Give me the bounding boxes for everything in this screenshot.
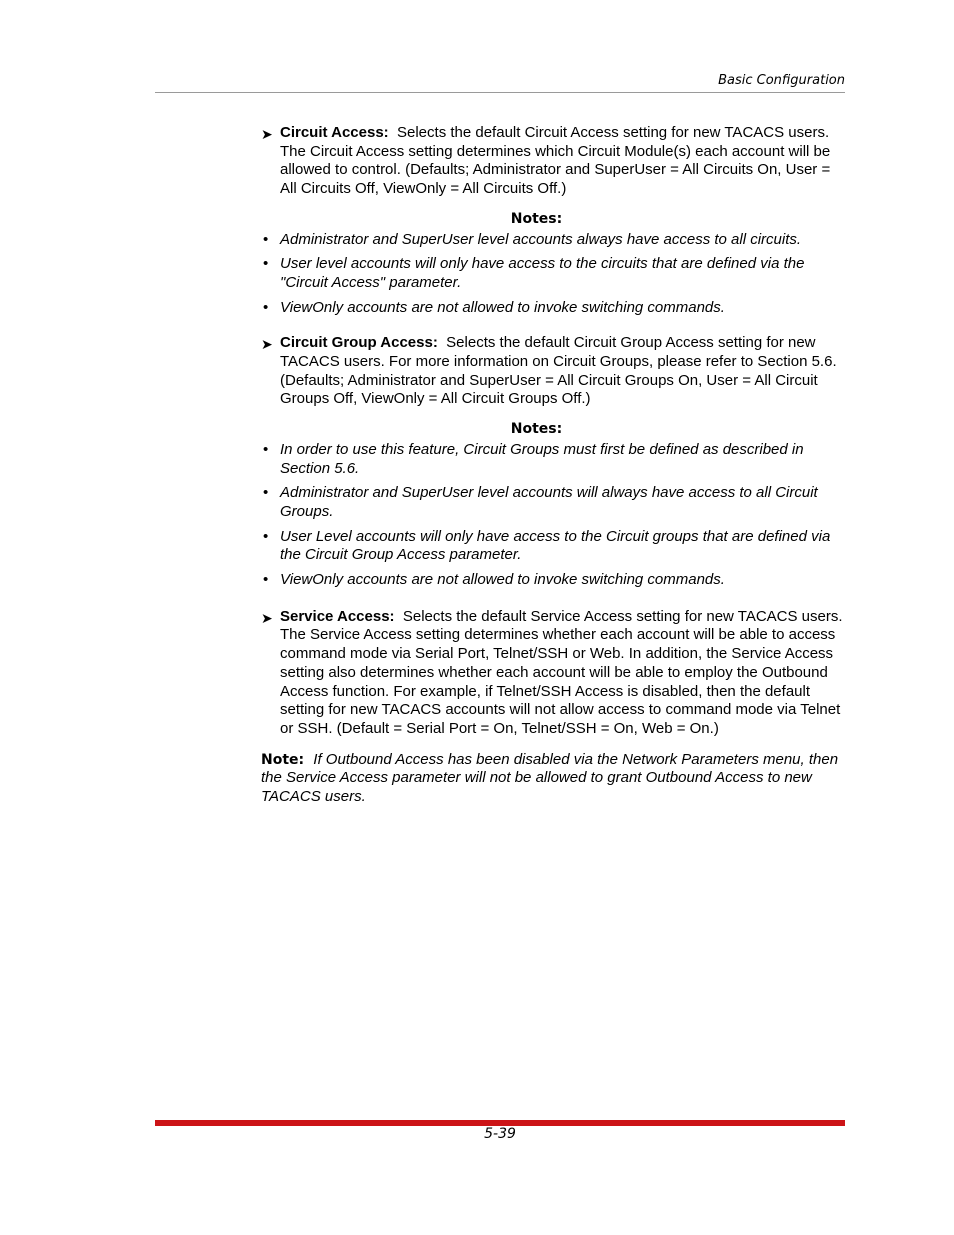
page-header — [155, 73, 845, 93]
note-text: In order to use this feature, Circuit Groups must first be defined as described in Section 5.6. — [280, 440, 804, 477]
note-text: Administrator and SuperUser level accounts will always have access to all Circuit Groups. — [280, 484, 818, 520]
note-item — [261, 255, 846, 292]
section-service-access — [261, 608, 846, 739]
note-item — [261, 484, 846, 521]
bullet-icon: • — [263, 484, 269, 502]
notes-heading: Notes: — [510, 421, 563, 438]
note-item — [261, 528, 846, 565]
note-text: User level accounts will only have access to the circuits that are defined via the "Circuit Access" parameter. — [280, 255, 805, 291]
note-item — [261, 441, 846, 478]
parameter-circuit-group-access — [261, 334, 846, 409]
note-item — [261, 231, 846, 250]
note-text: ViewOnly accounts are not allowed to invoke switching commands. — [280, 571, 725, 589]
note-text: User Level accounts will only have access to the Circuit groups that are defined via the Circuit Group Access parameter. — [280, 527, 831, 564]
page-content — [261, 124, 846, 807]
parameter-label: Service Access: — [280, 607, 395, 625]
note-text: If Outbound Access has been disabled via the Network Parameters menu, then the Service Access parameter will not be allowed to grant Outbound Access to new TACACS users. — [261, 750, 839, 806]
parameter-label: Circuit Access: — [280, 124, 389, 141]
section-circuit-group-access — [261, 334, 846, 589]
note-item — [261, 299, 846, 318]
notes-heading: Notes: — [510, 210, 563, 227]
header-rule — [155, 92, 845, 93]
note-text: Administrator and SuperUser level accounts always have access to all circuits. — [280, 230, 802, 248]
bullet-icon: • — [263, 440, 269, 458]
parameter-description: Selects the default Service Access setting for new TACACS users. The Service Access setting determines whether each account will be able to access command mode via Serial Port, Telnet/SSH or Web. In addition, the Service Access setting also determines whether each account will be able to employ the Outbound Access function. For example, if Telnet/SSH Access is disabled, then the default setting for new TACACS accounts will not allow access to command mode via Telnet or SSH. (Default = Serial Port = On, Telnet/SSH = On, Web = On.) — [280, 607, 843, 737]
page-number: 5-39 — [484, 1126, 516, 1142]
header-title: Basic Configuration — [718, 73, 845, 88]
bullet-icon: • — [263, 298, 269, 316]
final-note — [261, 751, 846, 807]
note-item — [261, 571, 846, 590]
bullet-icon: • — [263, 255, 269, 273]
parameter-circuit-access — [261, 124, 846, 199]
bullet-icon: • — [263, 230, 269, 248]
parameter-label: Circuit Group Access: — [280, 334, 438, 352]
bullet-icon: • — [263, 571, 269, 589]
parameter-service-access — [261, 608, 846, 739]
note-text: ViewOnly accounts are not allowed to invoke switching commands. — [280, 298, 725, 316]
arrow-bullet-icon: ➤ — [261, 126, 273, 142]
note-label: Note: — [261, 751, 305, 768]
bullet-icon: • — [263, 527, 269, 545]
section-circuit-access — [261, 124, 846, 317]
parameter-description: Selects the default Circuit Group Access setting for new TACACS users. For more information on Circuit Groups, please refer to Section 5.6. (Defaults; Administrator and SuperUser = All Circuit Groups On, User = All Circuit Groups Off, ViewOnly = All Circuit Groups Off.) — [280, 334, 837, 408]
arrow-bullet-icon: ➤ — [261, 336, 273, 353]
arrow-bullet-icon: ➤ — [261, 609, 273, 626]
parameter-description: Selects the default Circuit Access setting for new TACACS users. The Circuit Access setting determines which Circuit Module(s) each account will be allowed to control. (Defaults; Administrator and SuperUser = All Circuits On, User = All Circuits Off, ViewOnly = All Circuits Off.) — [280, 124, 831, 198]
